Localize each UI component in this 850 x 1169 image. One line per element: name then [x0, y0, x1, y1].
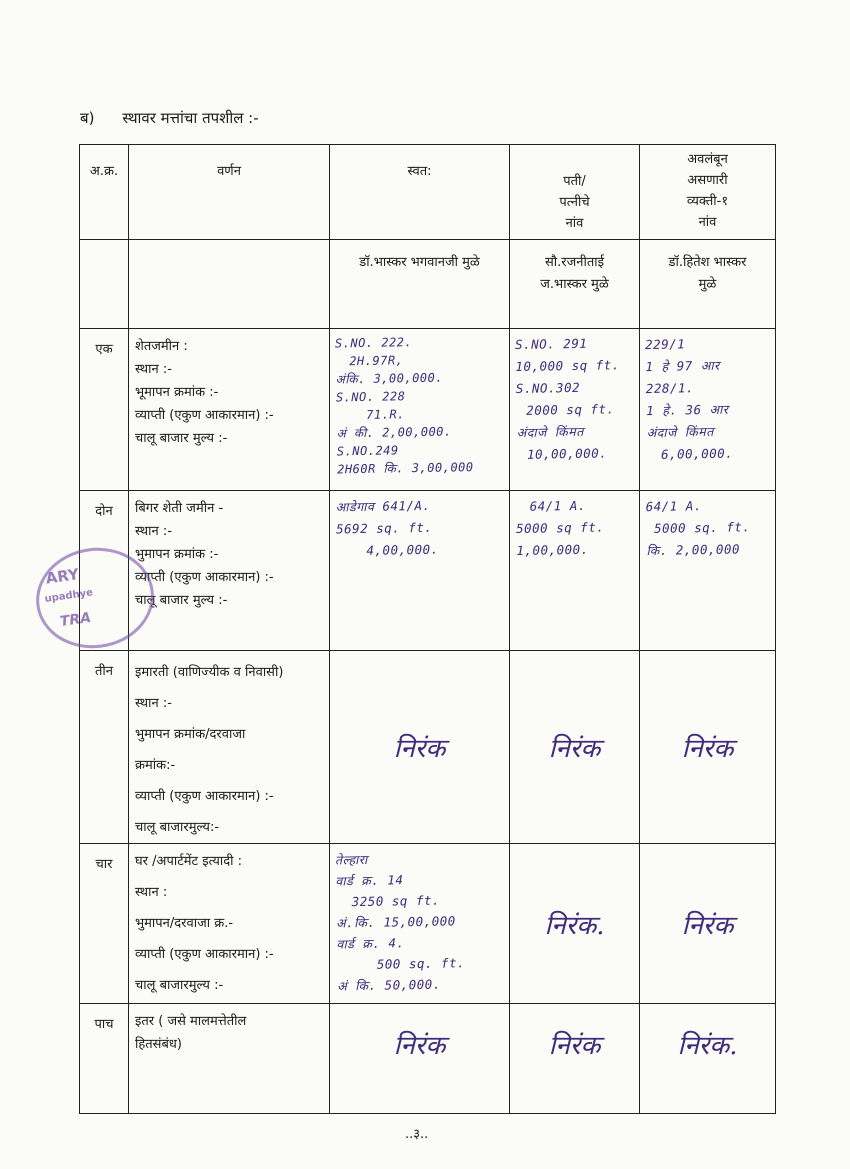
header-dependent: अवलंबून असणारी व्यक्ती-१ नांव	[640, 145, 776, 240]
handwritten-spouse: S.NO. 291 10,000 sq ft. S.NO.302 2000 sq ft. अंदाजे किंमत 10,00,000.	[510, 329, 640, 491]
handwritten-nil-spouse: निरंक	[510, 1004, 640, 1114]
row-serial: चार	[80, 844, 129, 1004]
handwritten-nil-dependent: निरंक.	[640, 1004, 776, 1114]
header-self: स्वत:	[330, 145, 510, 240]
header-serial: अ.क्र.	[80, 145, 129, 240]
handwritten-nil-spouse: निरंक	[510, 651, 640, 844]
handwritten-nil-dependent: निरंक	[640, 651, 776, 844]
handwritten-self: S.NO. 222. 2H.97R, अंकि. 3,00,000. S.NO. 228 71.R. अं की. 2,00,000. S.NO.249 2H60R कि. 3,00,000	[330, 329, 510, 491]
handwritten-nil-spouse: निरंक.	[510, 844, 640, 1004]
row-serial: एक	[80, 329, 129, 491]
section-marker: ब)	[80, 109, 95, 127]
name-dependent: डॉ.हितेश भास्कर मुळे	[640, 240, 776, 329]
header-row	[80, 145, 776, 240]
handwritten-self: तेल्हारा वार्ड क्र. 14 3250 sq ft. अं.कि. 15,00,000 वार्ड क्र. 4. 500 sq. ft. अं कि. 50,000.	[330, 844, 510, 1004]
handwritten-nil-self: निरंक	[330, 1004, 510, 1114]
handwritten-spouse: 64/1 A. 5000 sq ft. 1,00,000.	[510, 491, 640, 651]
handwritten-nil-self: निरंक	[330, 651, 510, 844]
name-self: डॉ.भास्कर भगवानजी मुळे	[330, 240, 510, 329]
handwritten-nil-dependent: निरंक	[640, 844, 776, 1004]
row-description: बिगर शेती जमीन - स्थान :- भुमापन क्रमांक :- व्याप्ती (एकुण आकारमान) :- चालू बाजार मुल्य :-	[129, 491, 330, 651]
row-description: इतर ( जसे मालमत्तेतील हितसंबंध)	[129, 1004, 330, 1114]
row-description: इमारती (वाणिज्यीक व निवासी) स्थान :- भुमापन क्रमांक/दरवाजा क्रमांक:- व्याप्ती (एकुण आकारमान) :- चालू बाजारमुल्य:-	[129, 651, 330, 844]
table-row	[80, 329, 776, 491]
header-spouse: पती/ पत्नीचे नांव	[510, 145, 640, 240]
name-spouse: सौ.रजनीताई ज.भास्कर मुळे	[510, 240, 640, 329]
handwritten-dependent: 229/1 1 हे 97 आर 228/1. 1 हे. 36 आर अंदाजे किंमत 6,00,000.	[640, 329, 776, 491]
table-row	[80, 844, 776, 1004]
official-stamp: ARY upadhye TRA	[30, 540, 161, 655]
handwritten-self: आडेगाव 641/A. 5692 sq. ft. 4,00,000.	[330, 491, 510, 651]
row-serial: दोन	[80, 491, 129, 651]
page-number: ..३..	[405, 1127, 429, 1142]
section-heading	[80, 108, 259, 128]
table-row	[80, 1004, 776, 1114]
table-row	[80, 491, 776, 651]
table-row	[80, 651, 776, 844]
assets-table	[79, 144, 776, 1114]
handwritten-dependent: 64/1 A. 5000 sq. ft. कि. 2,00,000	[640, 491, 776, 651]
row-description: घर /अपार्टमेंट इत्यादी : स्थान : भुमापन/दरवाजा क्र.- व्याप्ती (एकुण आकारमान) :- चालू बाजारमुल्य :-	[129, 844, 330, 1004]
row-serial: पाच	[80, 1004, 129, 1114]
header-description: वर्णन	[129, 145, 330, 240]
section-title: स्थावर मत्तांचा तपशील :-	[122, 109, 259, 127]
row-description: शेतजमीन : स्थान :- भूमापन क्रमांक :- व्याप्ती (एकुण आकारमान) :- चालू बाजार मुल्य :-	[129, 329, 330, 491]
names-row	[80, 240, 776, 329]
row-serial: तीन	[80, 651, 129, 844]
